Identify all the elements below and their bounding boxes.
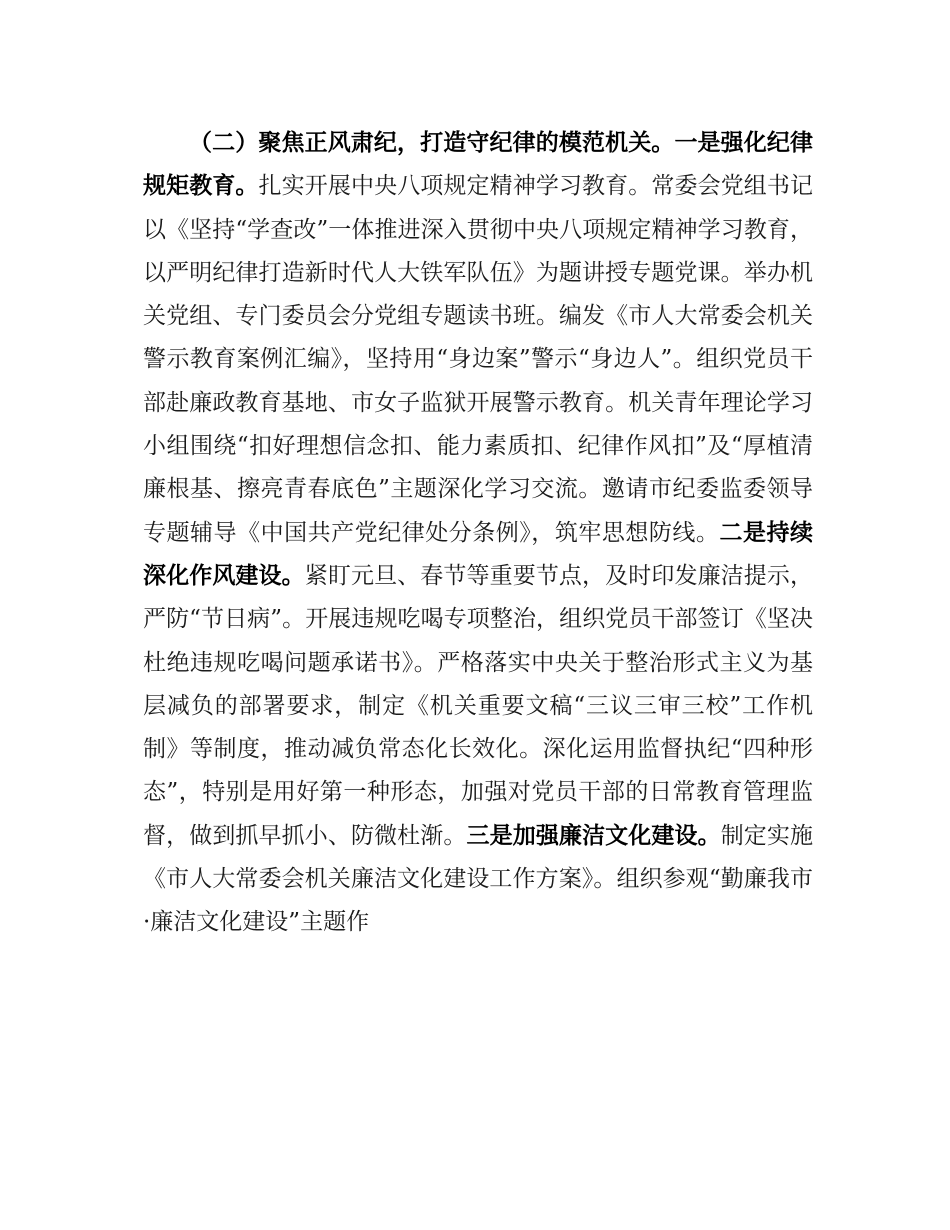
body-paragraph: [143, 122, 813, 945]
point-two-body: 紧盯元旦、春节等重要节点，及时印发廉洁提示，严防“节日病”。开展违规吃喝专项整治，组织党员干部签订《坚决杜绝违规吃喝问题承诺书》。严格落实中央关于整治形式主义为基层减负的部署要求，制定《机关重要文稿“三议三审三校”工作机制》等制度，推动减负常态化长效化。深化运用监督执纪“四种形态”，特别是用好第一种形态，加强对党员干部的日常教育管理监督，做到抓早抓小、防微杜渐。: [143, 562, 814, 849]
point-three-heading: 三是加强廉洁文化建设。: [466, 822, 721, 849]
point-one-heading: 一是强化纪律规矩教育。: [143, 130, 814, 200]
point-three-body: 制定实施《市人大常委会机关廉洁文化建设工作方案》。组织参观“勤廉我市·廉洁文化建设”主题作: [143, 822, 814, 936]
point-one-body: 扎实开展中央八项规定精神学习教育。常委会党组书记以《坚持“学查改”一体推进深入贯彻中央八项规定精神学习教育，以严明纪律打造新时代人大铁军队伍》为题讲授专题党课。举办机关党组、专门委员会分党组专题读书班。编发《市人大常委会机关警示教育案例汇编》，坚持用“身边案”警示“身边人”。组织党员干部赴廉政教育基地、市女子监狱开展警示教育。机关青年理论学习小组围绕“扣好理想信念扣、能力素质扣、纪律作风扣”及“厚植清廉根基、擦亮青春底色”主题深化学习交流。邀请市纪委监委领导专题辅导《中国共产党纪律处分条例》，筑牢思想防线。: [143, 173, 814, 546]
point-two-heading: 二是持续深化作风建设。: [143, 519, 814, 589]
section-heading: （二）聚焦正风肃纪，打造守纪律的模范机关。: [189, 130, 675, 156]
